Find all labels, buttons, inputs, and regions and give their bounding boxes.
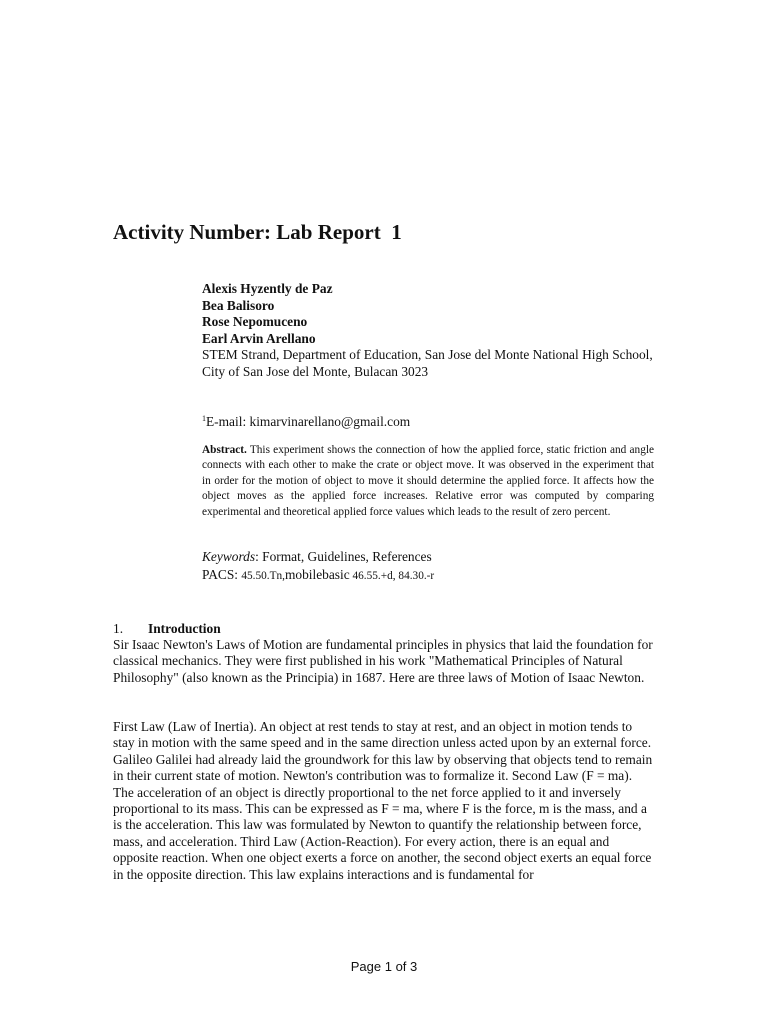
pacs-code-3: 46.55.+d, 84.30.-r: [349, 570, 435, 582]
author-name: Bea Balisoro: [202, 297, 275, 313]
abstract-text: This experiment shows the connection of how the applied force, static friction and angle connects with each other to make the crate or object move. It was observed in the experiment that in order for the motion of object to move it should determine the applied force. It affects how the object moves as the applied force increases. Relative error was computed by comparing experimental and theoretical applied force values which leads to the result of zero percent.: [202, 444, 654, 518]
author-name: Rose Nepomuceno: [202, 314, 308, 329]
intro-paragraph: Sir Isaac Newton's Laws of Motion are fundamental principles in physics that laid the foundation for classical mechanics. They were first published in his work "Mathematical Principles of Natural Philosophy" (also known as the Principia) in 1687. Here are three laws of Motion of Isaac Newton.: [113, 637, 653, 685]
email-line: [202, 410, 410, 431]
affiliation: STEM Strand, Department of Education, San Jose del Monte National High School, City of San Jose del Monte, Bulacan 3023: [202, 347, 653, 379]
section-title: Introduction: [148, 621, 221, 636]
author-block: [202, 281, 662, 380]
abstract: [202, 443, 654, 520]
abstract-label: Abstract.: [202, 444, 247, 456]
section-number: 1.: [113, 621, 124, 636]
document-title: Activity Number: Lab Report 1: [113, 220, 402, 244]
page-footer: Page 1 of 3: [350, 959, 418, 974]
laws-paragraph: First Law (Law of Inertia). An object at rest tends to stay at rest, and an object in motion tends to stay in motion with the same speed and in the same direction unless acted upon by an external force. Galileo Galilei had already laid the groundwork for this law by observing that objects tend to remain in their current state of motion. Newton's contribution was to formalize it. Second Law (F = ma). The acceleration of an object is directly proportional to the net force applied to it and inversely proportional to its mass. This can be expressed as F = ma, where F is the force, m is the mass, and a is the acceleration. This law was formulated by Newton to quantify the relationship between force, mass, and acceleration. Third Law (Action-Reaction). For every action, there is an equal and opposite reaction. When one object exerts a force on another, the second object exerts an equal force in the opposite direction. This law explains interactions and is fundamental for: [113, 719, 653, 882]
pacs-code-2: mobilebasic: [284, 567, 350, 582]
keywords-label: Keywords: [202, 549, 256, 564]
pacs-label: PACS:: [202, 567, 242, 582]
keywords-text: : Format, Guidelines, References: [255, 549, 432, 564]
author-name: Earl Arvin Arellano: [202, 330, 316, 346]
pacs-line: [202, 566, 434, 585]
section-heading: [113, 620, 221, 637]
pacs-code-1: 45.50.Tn,: [241, 570, 285, 582]
author-name: Alexis Hyzently de Paz: [202, 281, 333, 296]
keywords-line: [202, 548, 432, 565]
email-text: E-mail: kimarvinarellano@gmail.com: [206, 414, 411, 429]
email-footnote-marker: 1: [202, 414, 206, 423]
